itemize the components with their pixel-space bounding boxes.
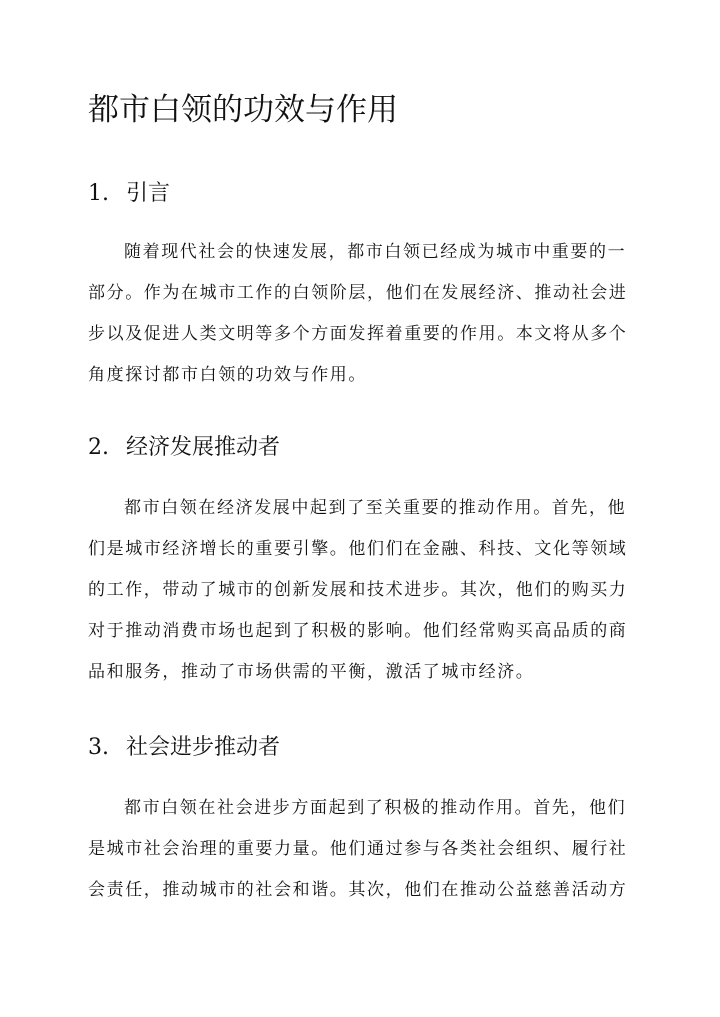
paragraph-line: 步以及促进人类文明等多个方面发挥着重要的作用。本文将从多个 (88, 324, 628, 344)
section-number: 1. (88, 181, 109, 206)
document-title: 都市白领的功效与作用 (88, 92, 398, 128)
paragraph-line: 部分。作为在城市工作的白领阶层，他们在发展经济、推动社会进 (88, 283, 628, 303)
paragraph-line: 会责任，推动城市的社会和谐。其次，他们在推动公益慈善活动方 (88, 880, 628, 900)
section-number: 2. (88, 435, 109, 460)
section-heading-text: 社会进步推动者 (126, 735, 281, 760)
paragraph-line: 们是城市经济增长的重要引擎。他们们在金融、科技、文化等领域 (88, 539, 628, 559)
section-paragraph-society (88, 788, 633, 911)
section-heading-text: 经济发展推动者 (126, 435, 281, 460)
paragraph-line: 品和服务，推动了市场供需的平衡，激活了城市经济。 (88, 662, 535, 682)
section-paragraph-economy (88, 488, 633, 693)
paragraph-line: 随着现代社会的快速发展，都市白领已经成为城市中重要的一 (124, 242, 627, 262)
section-number: 3. (88, 735, 109, 760)
paragraph-line: 对于推动消费市场也起到了积极的影响。他们经常购买高品质的商 (88, 621, 628, 641)
paragraph-line: 都市白领在经济发展中起到了至关重要的推动作用。首先，他 (124, 498, 627, 518)
section-heading-economy (88, 430, 280, 461)
paragraph-line: 角度探讨都市白领的功效与作用。 (88, 365, 367, 385)
paragraph-line: 都市白领在社会进步方面起到了积极的推动作用。首先，他们 (124, 798, 627, 818)
section-heading-text: 引言 (126, 181, 171, 206)
section-heading-intro (88, 176, 170, 207)
section-heading-society (88, 730, 280, 761)
paragraph-line: 是城市社会治理的重要力量。他们通过参与各类社会组织、履行社 (88, 839, 628, 859)
section-paragraph-intro (88, 232, 633, 396)
paragraph-line: 的工作，带动了城市的创新发展和技术进步。其次，他们的购买力 (88, 580, 628, 600)
